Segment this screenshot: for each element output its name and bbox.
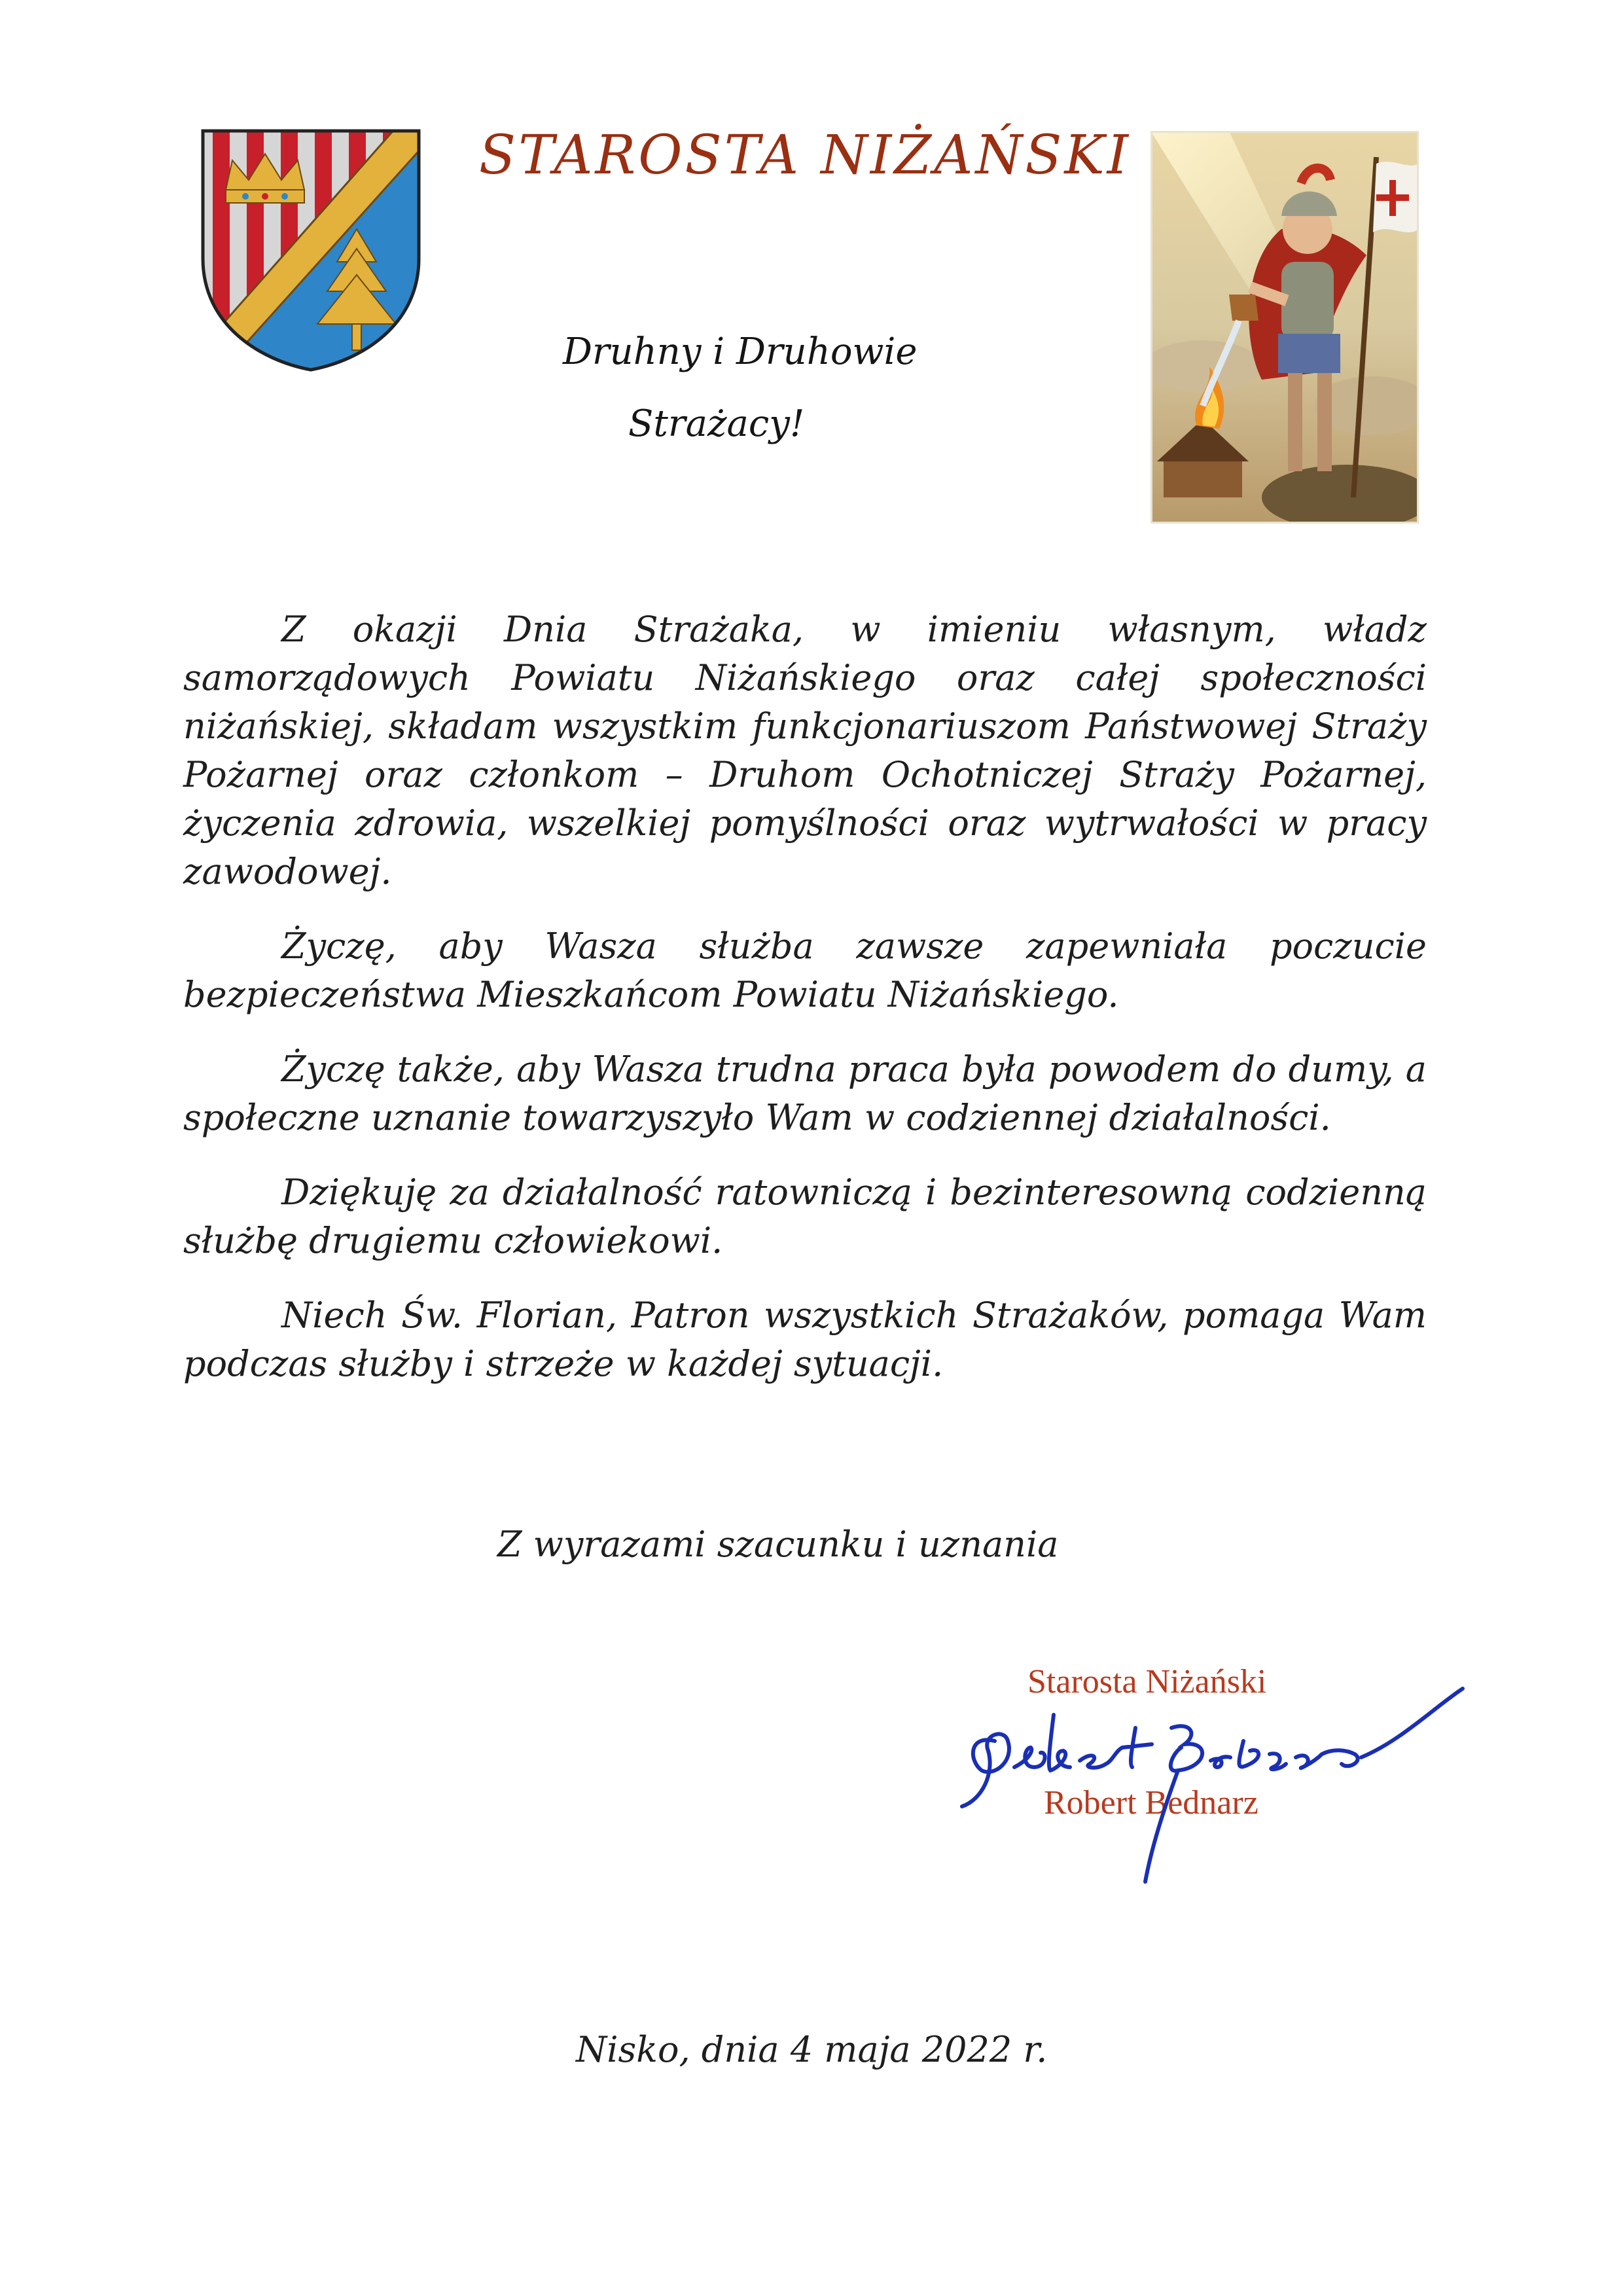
body-paragraph: Życzę także, aby Wasza trudna praca była powodem do dumy, a społeczne uznanie towarzyszyło Wam w codziennej działalności. xyxy=(183,1049,1427,1138)
letter-body xyxy=(183,605,1427,1414)
body-paragraph: Z okazji Dnia Strażaka, w imieniu własnym, władz samorządowych Powiatu Niżańskiego oraz całej społeczności niżańskiej, składam wszystkim funkcjonariuszom Państwowej Straży Pożarnej oraz członkom – Druhom Ochotniczej Straży Pożarnej, życzenia zdrowia, wszelkiej pomyślności oraz wytrwałości w pracy zawodowej. xyxy=(183,609,1427,892)
body-paragraph: Dziękuję za działalność ratowniczą i bezinteresowną codzienną służbę drugiemu człowiekowi. xyxy=(183,1172,1427,1261)
body-paragraph: Niech Św. Florian, Patron wszystkich Strażaków, pomaga Wam podczas służby i strzeże w każdej sytuacji. xyxy=(183,1295,1427,1384)
greeting-line-1: Druhny i Druhowie xyxy=(563,331,918,373)
handwritten-signature-icon xyxy=(955,1636,1466,1898)
org-title: STAROSTA NIŻAŃSKI xyxy=(478,124,1132,187)
signature-role: Starosta Niżański xyxy=(1027,1663,1267,1700)
signature-block xyxy=(955,1636,1466,1898)
date-line: Nisko, dnia 4 maja 2022 r. xyxy=(576,2029,1048,2070)
body-paragraph: Życzę, aby Wasza służba zawsze zapewniała poczucie bezpieczeństwa Mieszkańcom Powiatu Niżańskiego. xyxy=(183,925,1427,1015)
coat-of-arms-icon xyxy=(200,128,422,373)
signature-name: Robert Bednarz xyxy=(1044,1784,1258,1821)
saint-florian-image xyxy=(1150,131,1419,524)
greeting-line-2: Strażacy! xyxy=(628,403,805,445)
closing-line: Z wyrazami szacunku i uznania xyxy=(497,1524,1059,1565)
